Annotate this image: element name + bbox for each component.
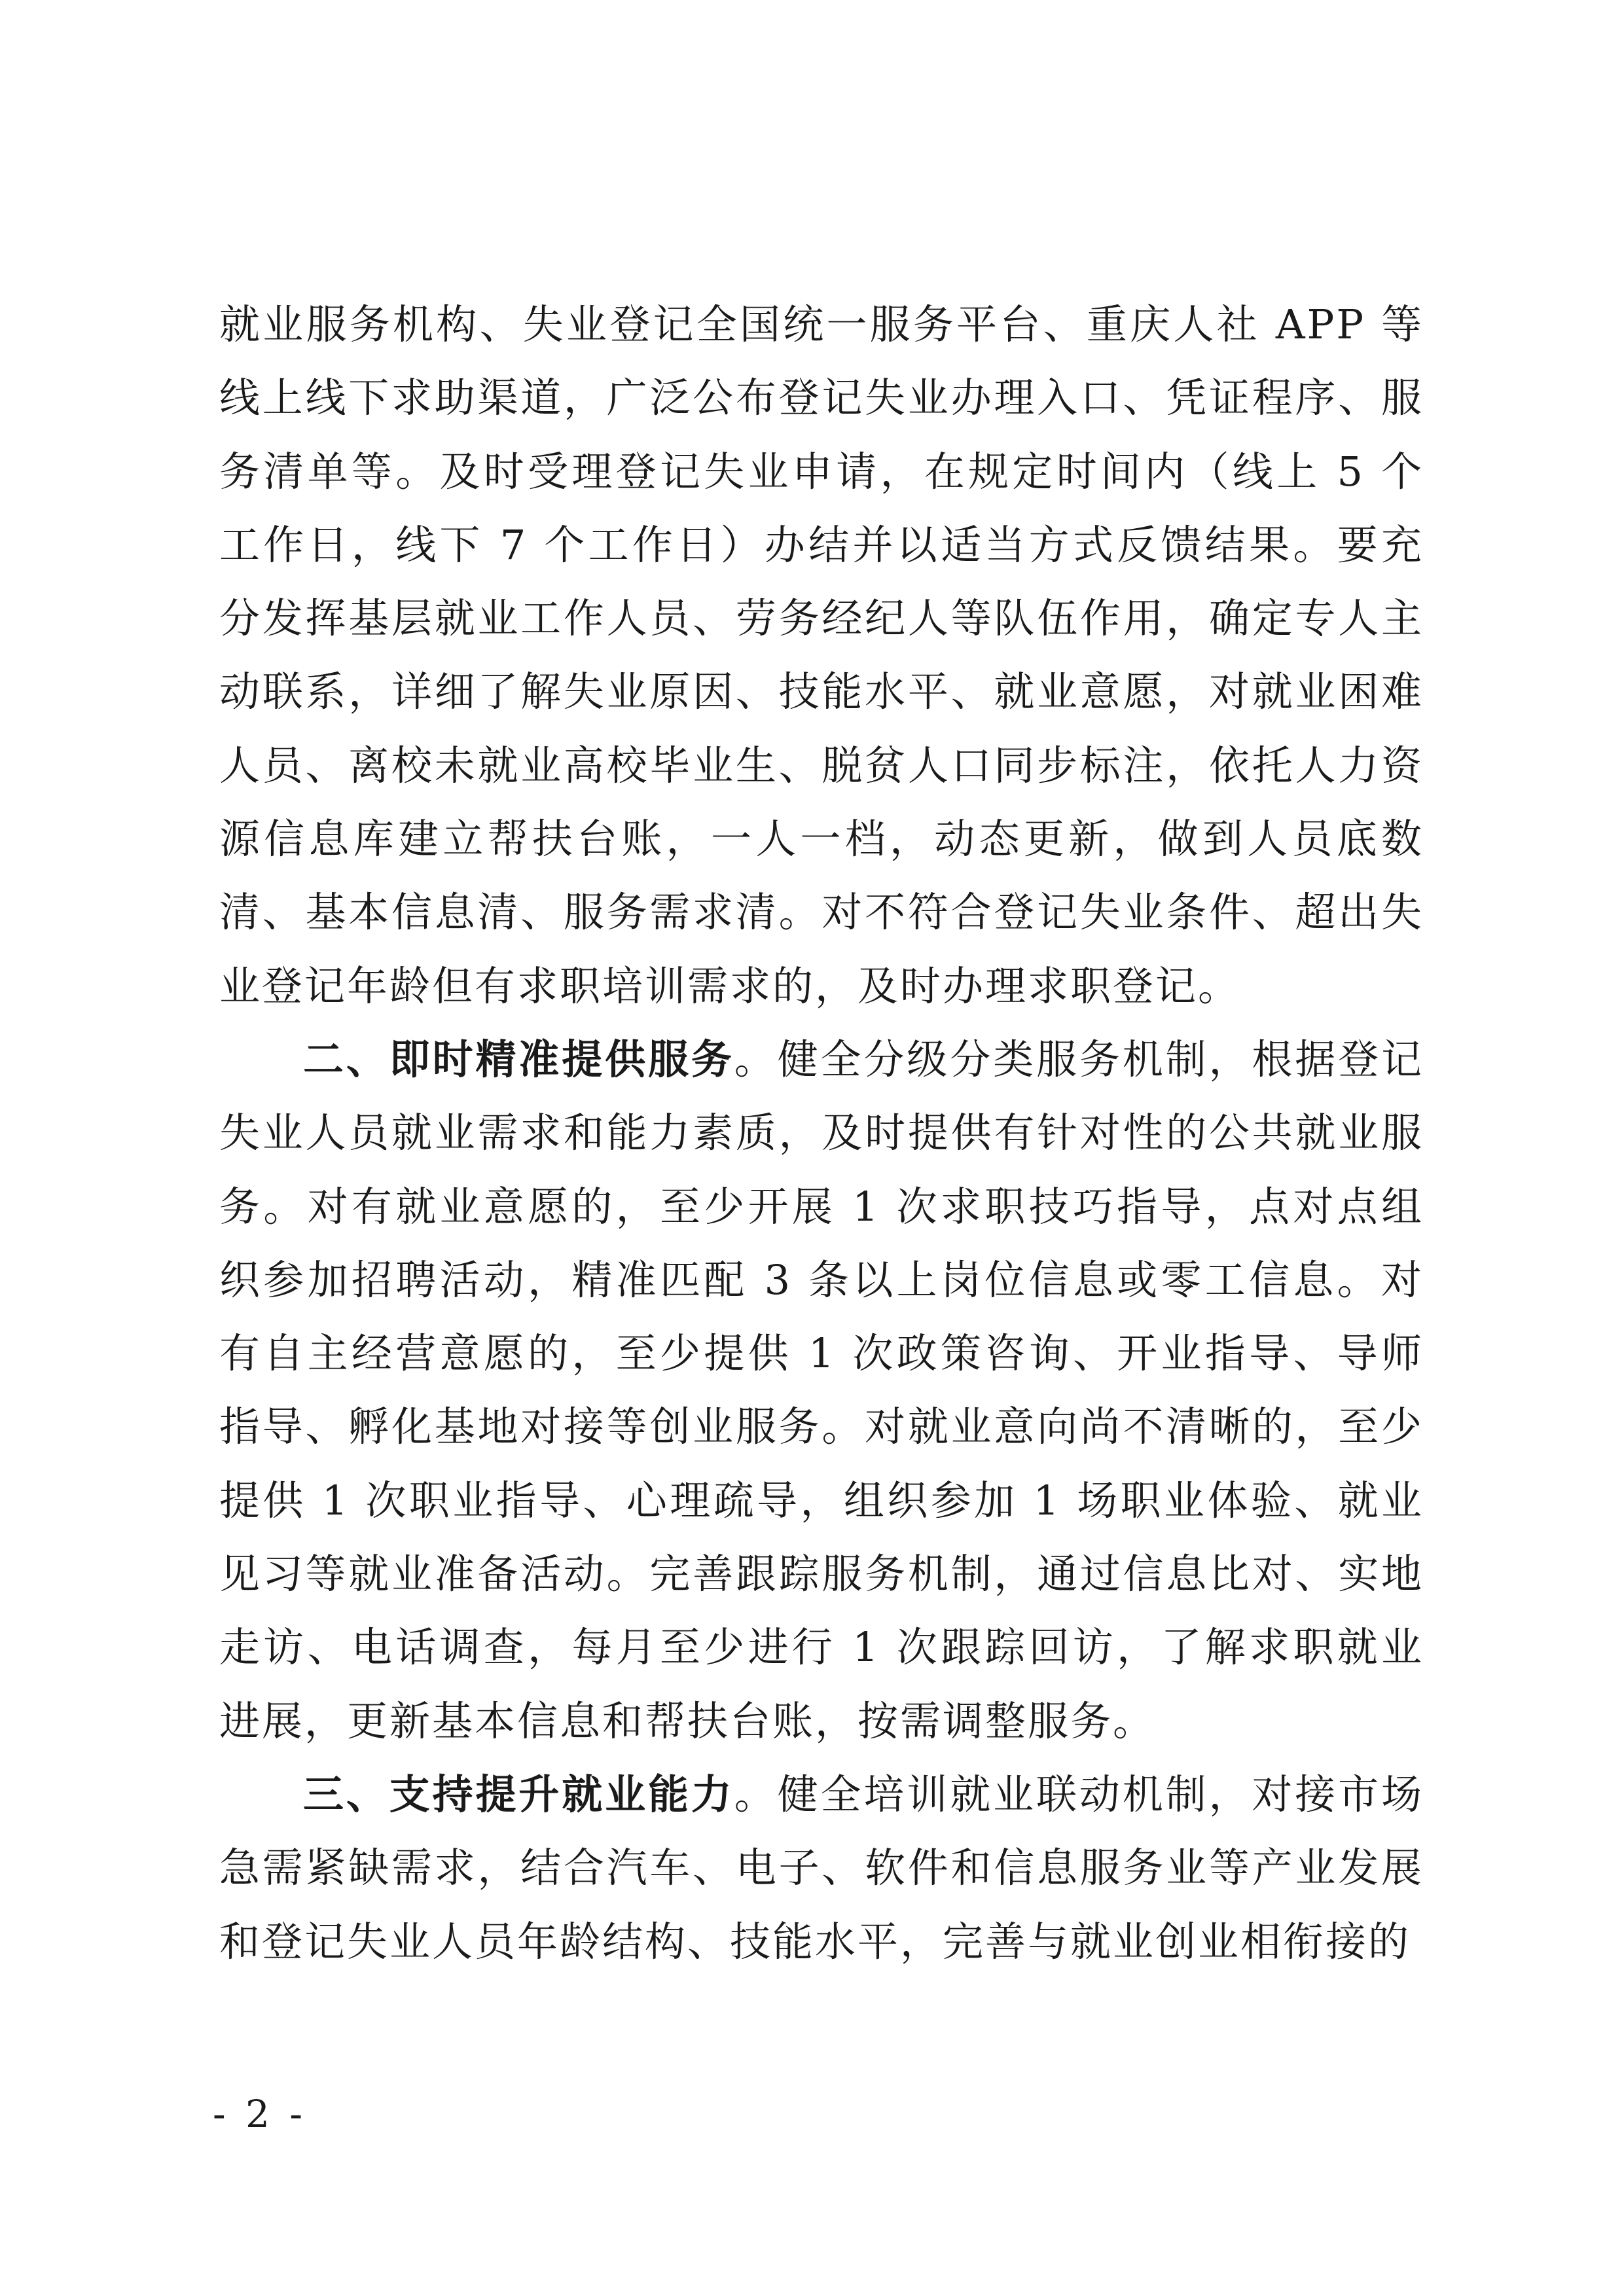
paragraph-text: 就业服务机构、失业登记全国统一服务平台、重庆人社 APP 等线上线下求助渠道，广泛公布登记失业办理入口、凭证程序、服务清单等。及时受理登记失业申请，在规定时间内（线上 5 个工作日，线下 7 个工作日）办结并以适当方式反馈结果。要充分发挥基层就业工作人员、劳务经纪人等队伍作用，确定专人主动联系，详细了解失业原因、技能水平、就业意愿，对就业困难人员、离校未就业高校毕业生、脱贫人口同步标注，依托人力资源信息库建立帮扶台账，一人一档，动态更新，做到人员底数清、基本信息清、服务需求清。对不符合登记失业条件、超出失业登记年龄但有求职培训需求的，及时办理求职登记。 bbox=[219, 300, 1424, 1010]
paragraph-continuation bbox=[219, 288, 1424, 1023]
paragraph-text: 。健全分级分类服务机制，根据登记失业人员就业需求和能力素质，及时提供有针对性的公共就业服务。对有就业意愿的，至少开展 1 次求职技巧指导，点对点组织参加招聘活动，精准匹配 3 条以上岗位信息或零工信息。对有自主经营意愿的，至少提供 1 次政策咨询、开业指导、导师指导、孵化基地对接等创业服务。对就业意向尚不清晰的，至少提供 1 次职业指导、心理疏导，组织参加 1 场职业体验、就业见习等就业准备活动。完善跟踪服务机制，通过信息比对、实地走访、电话调查，每月至少进行 1 次跟踪回访，了解求职就业进展，更新基本信息和帮扶台账，按需调整服务。 bbox=[219, 1035, 1424, 1745]
paragraph-text: 。健全培训就业联动机制，对接市场急需紧缺需求，结合汽车、电子、软件和信息服务业等产业发展和登记失业人员年龄结构、技能水平，完善与就业创业相衔接的 bbox=[219, 1770, 1424, 1965]
paragraph-section-2 bbox=[219, 1023, 1424, 1758]
document-body bbox=[219, 288, 1424, 1979]
section-heading: 三、支持提升就业能力 bbox=[303, 1770, 734, 1818]
paragraph-section-3 bbox=[219, 1758, 1424, 1979]
section-heading: 二、即时精准提供服务 bbox=[303, 1035, 734, 1083]
page-number: - 2 - bbox=[213, 2092, 306, 2136]
